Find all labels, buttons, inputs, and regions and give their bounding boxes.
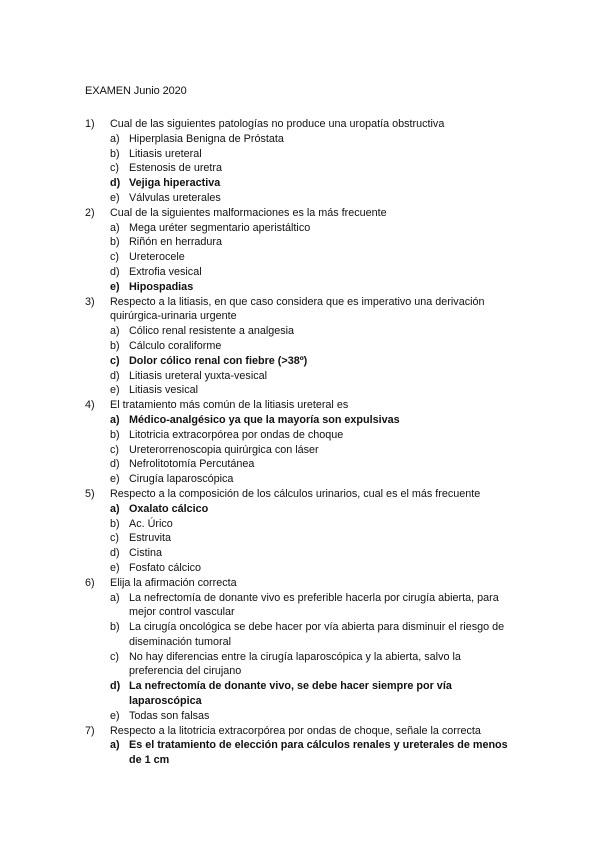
option-letter: c) <box>110 354 120 367</box>
option-letter: d) <box>110 680 121 693</box>
option-text: Litiasis ureteral yuxta-vesical <box>129 369 268 382</box>
option-letter: a) <box>110 325 120 338</box>
option-text: Estenosis de uretra <box>129 162 223 175</box>
question-text: Cual de la siguientes malformaciones es la más frecuente <box>110 206 387 219</box>
option-d <box>110 265 515 280</box>
option-text: Vejiga hiperactiva <box>129 177 221 190</box>
option-list <box>110 738 515 768</box>
option-letter: e) <box>110 191 120 204</box>
option-letter: b) <box>110 517 120 530</box>
option-d <box>110 176 515 191</box>
question-number: 7) <box>85 724 95 737</box>
question-number: 6) <box>85 576 95 589</box>
question-list <box>85 117 515 768</box>
question-text: El tratamiento más común de la litiasis ureteral es <box>110 399 349 412</box>
option-letter: e) <box>110 561 120 574</box>
option-text: Ac. Úrico <box>129 517 173 530</box>
option-b <box>110 517 515 532</box>
question-text: Cual de las siguientes patologías no produce una uropatía obstructiva <box>110 118 445 130</box>
option-letter: b) <box>110 236 120 249</box>
option-text: Mega uréter segmentario aperistáltico <box>129 221 311 234</box>
option-letter: d) <box>110 547 120 560</box>
option-letter: d) <box>110 177 121 190</box>
question-text: Elija la afirmación correcta <box>110 576 237 589</box>
question-text: Respecto a la composición de los cálculos urinarios, cual es el más frecuente <box>110 487 481 500</box>
option-text: Litiasis ureteral <box>129 147 202 160</box>
option-letter: a) <box>110 502 120 515</box>
option-list <box>110 413 515 487</box>
option-a <box>110 413 515 428</box>
option-text: Hiperplasia Benigna de Próstata <box>129 132 284 145</box>
option-d <box>110 546 515 561</box>
option-text: Cirugía laparoscópica <box>129 473 234 486</box>
option-text: La cirugía oncológica se debe hacer por vía abierta para disminuir el riesgo de diseminación tumoral <box>129 621 505 648</box>
question-7 <box>85 724 515 768</box>
option-a <box>110 221 515 236</box>
option-letter: c) <box>110 650 119 663</box>
question-text: Respecto a la litiasis, en que caso considera que es imperativo una derivación quirúrgica-urinaria urgente <box>110 295 485 323</box>
question-2 <box>85 206 515 295</box>
option-list <box>110 324 515 398</box>
option-letter: e) <box>110 473 120 486</box>
option-e <box>110 383 515 398</box>
option-text: Oxalato cálcico <box>129 502 209 515</box>
option-text: Dolor cólico renal con fiebre (>38º) <box>129 354 308 367</box>
option-e <box>110 561 515 576</box>
option-text: La nefrectomía de donante vivo es preferible hacerla por cirugía abierta, para mejor control vascular <box>129 591 499 619</box>
option-c <box>110 354 515 369</box>
option-list <box>110 502 515 576</box>
question-number: 4) <box>85 399 95 412</box>
question-number: 2) <box>85 206 95 219</box>
option-text: Litiasis vesical <box>129 384 199 397</box>
option-text: Fosfato cálcico <box>129 561 202 574</box>
option-c <box>110 250 515 265</box>
option-d <box>110 679 515 709</box>
option-letter: a) <box>110 739 120 752</box>
option-a <box>110 591 515 621</box>
option-letter: d) <box>110 369 120 382</box>
option-letter: e) <box>110 280 120 293</box>
option-c <box>110 443 515 458</box>
option-text: Válvulas ureterales <box>129 191 221 204</box>
option-letter: d) <box>110 265 120 278</box>
option-text: Médico-analgésico ya que la mayoría son expulsivas <box>129 413 400 426</box>
option-b <box>110 147 515 162</box>
option-text: Litotricia extracorpórea por ondas de choque <box>129 428 344 441</box>
option-text: Es el tratamiento de elección para cálculos renales y ureterales de menos de 1 cm <box>129 739 508 767</box>
option-letter: b) <box>110 147 120 160</box>
option-c <box>110 161 515 176</box>
option-letter: b) <box>110 339 120 352</box>
option-letter: c) <box>110 162 119 175</box>
option-letter: b) <box>110 621 120 634</box>
question-1 <box>85 117 515 206</box>
option-letter: e) <box>110 709 120 722</box>
option-e <box>110 472 515 487</box>
option-list <box>110 132 515 206</box>
option-text: Extrofia vesical <box>129 265 202 278</box>
option-c <box>110 531 515 546</box>
option-text: Cólico renal resistente a analgesia <box>129 325 295 338</box>
option-letter: a) <box>110 413 120 426</box>
option-letter: b) <box>110 428 120 441</box>
option-text: Nefrolitotomía Percutánea <box>129 458 255 471</box>
option-e <box>110 191 515 206</box>
option-a <box>110 324 515 339</box>
option-a <box>110 132 515 147</box>
exam-title: EXAMEN Junio 2020 <box>85 85 187 97</box>
question-number: 5) <box>85 487 95 500</box>
question-text: Respecto a la litotricia extracorpórea por ondas de choque, señale la correcta <box>110 724 481 737</box>
option-b <box>110 428 515 443</box>
option-text: La nefrectomía de donante vivo, se debe hacer siempre por vía laparoscópica <box>129 680 452 708</box>
option-d <box>110 369 515 384</box>
option-letter: e) <box>110 384 120 397</box>
option-text: Ureterocele <box>129 251 185 264</box>
option-b <box>110 235 515 250</box>
option-a <box>110 502 515 517</box>
option-letter: d) <box>110 458 120 471</box>
question-number: 3) <box>85 295 95 308</box>
question-3 <box>85 295 515 399</box>
question-number: 1) <box>85 118 95 130</box>
option-b <box>110 620 515 650</box>
option-text: Todas son falsas <box>129 709 210 722</box>
question-6 <box>85 576 515 724</box>
option-text: Ureterorrenoscopia quirúrgica con láser <box>129 443 319 456</box>
option-a <box>110 738 515 768</box>
option-letter: a) <box>110 132 120 145</box>
option-letter: a) <box>110 221 120 234</box>
option-b <box>110 339 515 354</box>
option-c <box>110 650 515 680</box>
option-letter: c) <box>110 251 119 264</box>
option-letter: c) <box>110 532 119 545</box>
option-text: No hay diferencias entre la cirugía laparoscópica y la abierta, salvo la preferencia del cirujano <box>129 650 461 678</box>
option-list <box>110 591 515 724</box>
option-letter: a) <box>110 591 120 604</box>
option-text: Estruvita <box>129 532 172 545</box>
option-text: Hipospadias <box>129 280 194 293</box>
option-text: Riñón en herradura <box>129 236 223 249</box>
question-4 <box>85 398 515 487</box>
option-d <box>110 457 515 472</box>
option-text: Cistina <box>129 547 163 560</box>
option-e <box>110 709 515 724</box>
question-5 <box>85 487 515 576</box>
option-list <box>110 221 515 295</box>
option-letter: c) <box>110 443 119 456</box>
option-e <box>110 280 515 295</box>
option-text: Cálculo coraliforme <box>129 339 222 352</box>
